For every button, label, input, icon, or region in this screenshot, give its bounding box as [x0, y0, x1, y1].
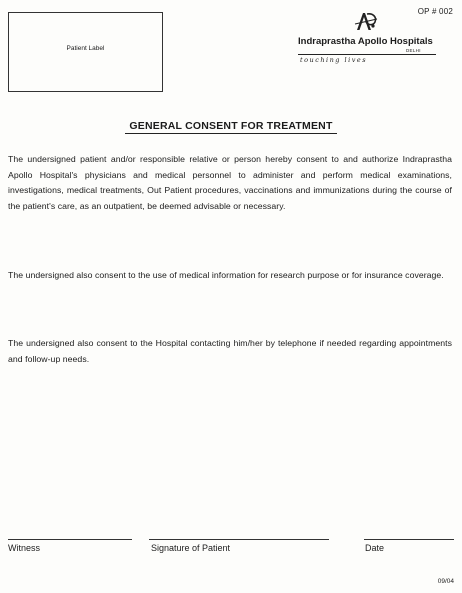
- revision-code: 09/04: [437, 578, 454, 585]
- hospital-name: Indraprastha Apollo Hospitals: [298, 36, 433, 47]
- patient-label-text: Patient Label: [66, 45, 105, 52]
- form-code: OP # 002: [417, 7, 453, 16]
- hospital-city: DELHI: [406, 48, 421, 53]
- document-title: GENERAL CONSENT FOR TREATMENT: [125, 120, 336, 134]
- logo-divider: [298, 54, 436, 55]
- patient-signature-line[interactable]: [149, 539, 329, 540]
- consent-paragraph-research: The undersigned also consent to the use of medical information for research purpose or for insurance coverage.: [8, 270, 444, 280]
- date-line[interactable]: [364, 539, 454, 540]
- hospital-logo: [298, 10, 438, 70]
- date-label: Date: [365, 543, 385, 553]
- witness-signature-line[interactable]: [8, 539, 132, 540]
- patient-label-box: [8, 12, 163, 92]
- patient-signature-label: Signature of Patient: [151, 543, 231, 553]
- consent-paragraph-treatment: The undersigned patient and/or responsible relative or person hereby consent to and authorize Indraprastha Apollo Hospital's physicians and medical personnel to administer and perform medical examinations, investigations, medical treatments, Out Patient procedures, vaccinations and immunizations during the course of the patient's care, as an outpatient, be deemed advisable or necessary.: [8, 154, 452, 211]
- apollo-hospital-logo-icon: [353, 10, 379, 32]
- witness-label: Witness: [8, 543, 41, 553]
- hospital-tagline: touching lives: [300, 56, 368, 64]
- consent-paragraph-contact: The undersigned also consent to the Hospital contacting him/her by telephone if needed regarding appointments and follow-up needs.: [8, 338, 452, 364]
- document-title-row: [0, 116, 462, 134]
